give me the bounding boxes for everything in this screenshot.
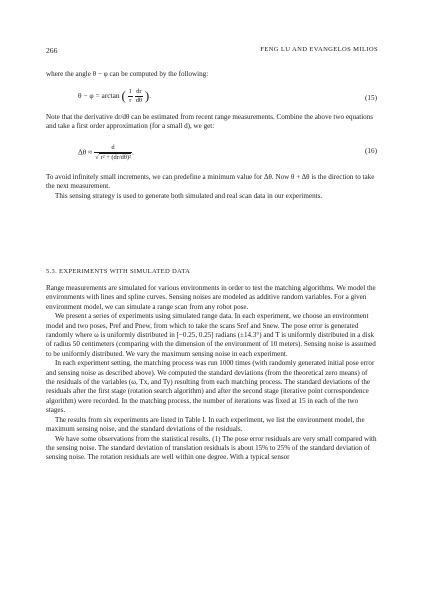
paragraph-derivative: Note that the derivative dr/dθ can be estimated from recent range measurements. Combine the above two equations and take a first order approximation (for a small d), we get: [46, 113, 374, 131]
paragraph-setting: In each experiment setting, the matching process was run 1000 times (with randomly generated initial pose error and sensing noise as described above). We computed the standard deviations (from the theoretical zero means) of the residuals of the variables (ω, Tx, and Ty) resulting from each matching process. The standard deviations of the residuals after the first stage (rotation search algorithm) and after the second stage (iterative point correspondence algorithm) were recorded. In the matching process, the number of iterations was fixed at 15 in each of the two stages. [46, 359, 375, 415]
eq15-frac2: $\frac{dr}{d\theta}$ [135, 88, 142, 104]
equation-16-number: (16) [365, 147, 377, 155]
eq15-frac1: $\frac{1}{r}$ [128, 88, 132, 104]
eq15-lhs: θ − φ = arctan [78, 90, 120, 100]
paragraph-present: We present a series of experiments using simulated range data. In each experiment, we choose an environment model and two poses, Pref and Pnew, from which to take the scans Sref and Snew. The pose error is generated randomly where ω is uniformly distributed in [−0.25, 0.25] radians (±14.3°) and T is uniformly distributed in a disk of radius 50 centimeters (comparing with the dimension of the environment of 10 meters). Sensing noise is assumed to be uniformly distributed. We vary the maximum sensing noise in each experiment. [46, 312, 376, 358]
equation-15: θ − φ = arctan ( $\frac{1}{r}$ $\frac{dr}{d\theta}$ ). [78, 88, 152, 104]
paragraph-results: The results from six experiments are listed in Table I. In each experiment, we list the environment model, the maximum sensing noise, and the standard deviations of the residuals. [46, 415, 365, 434]
intro-line: where the angle θ − φ can be computed by the following: [46, 70, 209, 78]
eq16-lhs: Δθ ≈ [78, 147, 93, 157]
page-number: 266 [46, 46, 58, 55]
section-heading: 5.3. EXPERIMENTS WITH SIMULATED DATA [46, 268, 191, 275]
running-head: FENG LU AND EVANGELOS MILIOS [260, 46, 378, 53]
eq16-frac: $\frac{d}{\text{√ r² + (dr/dθ)²}}$ [95, 144, 131, 161]
section-body [46, 284, 377, 463]
equation-15-number: (15) [365, 94, 377, 102]
equation-16: Δθ ≈ $\frac{d}{\text{√ r² + (dr/dθ)²}}$ . [78, 144, 134, 161]
paragraph-minimum: To avoid infinitely small increments, we can predefine a minimum value for Δθ. Now θ + Δθ is the direction to take the next measurement. This sensing strategy is used to generate both simulated and real scan data in our experiments. [46, 173, 375, 200]
paragraph-range: Range measurements are simulated for various environments in order to test the matching algorithms. We model the environments with lines and spline curves. Sensing noises are modeled as additive random variables. For a given environment model, we can simulate a range scan from any robot pose. [46, 284, 376, 311]
paragraph-observations: We have some observations from the statistical results. (1) The pose error residuals are very small compared with the sensing noise. The standard deviation of translation residuals is about 15% to 25% of the standard deviation of sensing noise. The rotation residuals are well within one degree. With a typical sensor [46, 434, 377, 462]
